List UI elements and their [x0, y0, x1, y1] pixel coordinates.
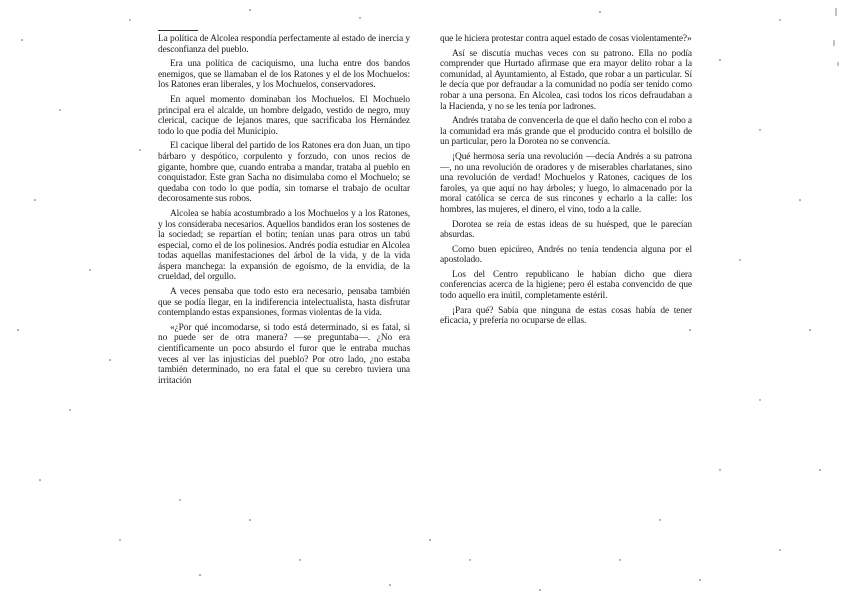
paragraph: A veces pensaba que todo esto era necesario, pensaba también que se podía llegar, en la indiferencia intelectualista, hasta disfrutar contemplando estas expansiones, formas violentas de la vida.	[158, 287, 410, 319]
paragraph: Alcolea se había acostumbrado a los Mochuelos y a los Ratones, y los consideraba necesarios. Aquellos bandidos eran los sostenes de la sociedad; se repartían el botín; tenían unas para otros un tabú especial, como el de los polinesios. Andrés podía estudiar en Alcolea todas aquellas manifestaciones del árbol de la vida, y de la vida áspera manchega: la expansión de egoísmo, de la envidia, de la crueldad, del orgullo.	[158, 208, 410, 283]
paragraph: Como buen epicúreo, Andrés no tenía tendencia alguna por el apostolado.	[440, 244, 692, 266]
paragraph: En aquel momento dominaban los Mochuelos. El Mochuelo principal era el alcalde, un hombre delgado, vestido de negro, muy clerical, cacique de lejanos mares, que sacrificaba los Hernández todo lo que podía del Municipio.	[158, 94, 410, 137]
paragraph: Andrés trataba de convencerla de que el daño hecho con el robo a la comunidad era más grande que el producido contra el bolsillo de un particular, pero la Dorotea no se convencía.	[440, 116, 692, 148]
paragraph: ¡Para qué? Sabía que ninguna de estas cosas había de tener eficacia, y prefería no ocuparse de ellas.	[440, 305, 692, 327]
paragraph: «¿Por qué incomodarse, si todo está determinado, si es fatal, si no puede ser de otra manera? —se preguntaba—. ¿No era científicamente un poco absurdo el furor que le entraba muchas veces al ver las injusticias del pueblo? Por otro lado, ¿no estaba también determinado, no era fatal el que su cerebro tuviera una irritación	[158, 322, 410, 386]
paragraph: Dorotea se reía de estas ideas de su huésped, que le parecían absurdas.	[440, 219, 692, 241]
paragraph: Los del Centro republicano le habían dicho que diera conferencias acerca de la higiene; pero él estaba convencido de que todo aquello era inútil, completamente estéril.	[440, 269, 692, 302]
paragraph: La política de Alcolea respondía perfectamente al estado de inercia y desconfianza del pueblo.	[158, 34, 410, 55]
paragraph: que le hiciera protestar contra aquel estado de cosas violentamente?»	[440, 34, 692, 44]
paragraph: El cacique liberal del partido de los Ratones era don Juan, un tipo bárbaro y despótico, corpulento y forzudo, con unos recios de gigante, hombre que, cuando entraba a mandar, trataba al pueblo en conquistador. Este gran Sacha no disimulaba como el Mochuelo; se quedaba con todo lo que podía, sin tomarse el trabajo de ocultar decorosamente sus robos.	[158, 141, 410, 205]
paragraph: Era una política de caciquismo, una lucha entre dos bandos enemigos, que se llamaban el de los Ratones y el de los Mochuelos: los Ratones eran liberales, y los Mochuelos, conservadores.	[158, 59, 410, 91]
paragraph: Así se discutía muchas veces con su patrono. Ella no podía comprender que Hurtado afirmase que era mayor delito robar a la comunidad, al Ayuntamiento, al Estado, que robar a un particular. Sí le decía que por defraudar a la comunidad no podía ser tenido como robar a una persona. En Alcolea, casi todos los ricos defraudaban a la Hacienda, y no se les tenía por ladrones.	[440, 48, 692, 112]
paragraph: ¡Qué hermosa sería una revolución —decía Andrés a su patrona—, no una revolución de oradores y de miserables charlatanes, sino una revolución de verdad! Mochuelos y Ratones, caciques de los faroles, ya que aquí no hay árboles; y luego, lo almacenado por la moral católica se cerca de sus rincones y echarlo a la calle: los hombres, las mujeres, el dinero, el vino, todo a la calle.	[440, 151, 692, 215]
